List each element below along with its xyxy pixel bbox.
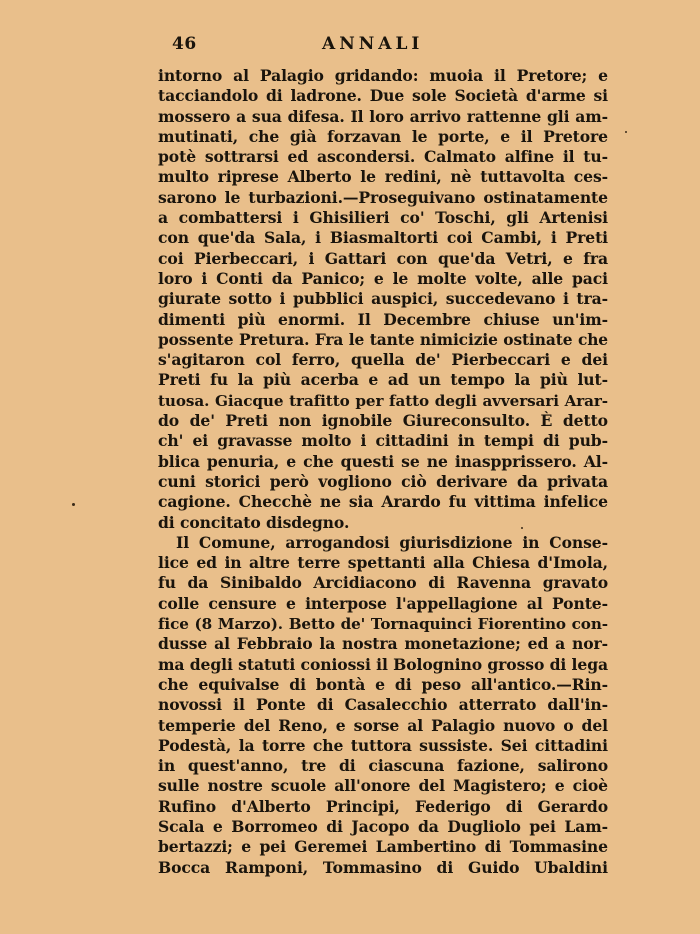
text-line: do de' Preti non ignobile Giureconsulto. È detto [158, 411, 608, 431]
text-line: Podestà, la torre che tuttora sussiste. Sei cittadini [158, 735, 608, 755]
running-head: ANNALI [322, 34, 424, 54]
text-line: Scala e Borromeo di Jacopo da Dugliolo pei Lam- [158, 816, 608, 836]
body-text [158, 66, 608, 878]
text-line: lice ed in altre terre spettanti alla Chiesa d'Imola, [158, 553, 608, 573]
paragraph-1 [158, 66, 608, 533]
text-line: Il Comune, arrogandosi giurisdizione in Conse- [176, 532, 608, 552]
text-line: fice (8 Marzo). Betto de' Tornaquinci Fiorentino con- [158, 615, 608, 634]
text-line: tacciandolo di ladrone. Due sole Società d'arme si [158, 86, 608, 106]
paper-speck [72, 503, 75, 506]
text-line: novossi il Ponte di Casalecchio atterrato dall'in- [158, 695, 608, 715]
page-header [172, 34, 472, 58]
text-line: tuosa. Giacque trafitto per fatto degli avversari Arar- [158, 391, 608, 410]
text-line: in quest'anno, tre di ciascuna fazione, salirono [158, 756, 608, 776]
text-line: potè sottrarsi ed ascondersi. Calmato alfine il tu- [158, 147, 608, 167]
text-line: di concitato disdegno. [158, 512, 350, 532]
page-number: 46 [172, 34, 197, 54]
text-line: colle censure e interpose l'appellagione al Ponte- [158, 593, 608, 613]
text-line: ma degli statuti coniossi il Bolognino grosso di lega [158, 654, 608, 674]
text-line: giurate sotto i pubblici auspici, succedevano i tra- [158, 289, 608, 309]
text-line: Rufino d'Alberto Principi, Federigo di Gerardo [158, 796, 608, 816]
text-line: bertazzi; e pei Geremei Lambertino di Tommasine [158, 837, 608, 857]
text-line: loro i Conti da Panico; e le molte volte, alle paci [158, 268, 608, 288]
text-line: sulle nostre scuole all'onore del Magistero; e cioè [158, 776, 608, 796]
paragraph-2 [158, 533, 608, 878]
text-line: possente Pretura. Fra le tante nimicizie ostinate che [158, 330, 608, 349]
text-line: s'agitaron col ferro, quella de' Pierbeccari e dei [158, 350, 608, 370]
text-line: dusse al Febbraio la nostra monetazione; ed a nor- [158, 634, 608, 654]
paper-speck [521, 527, 523, 529]
text-line: coi Pierbeccari, i Gattari con que'da Vetri, e fra [158, 248, 608, 268]
text-line: multo riprese Alberto le redini, nè tuttavolta ces- [158, 167, 608, 187]
text-line: con que'da Sala, i Biasmaltorti coi Cambi, i Preti [158, 228, 608, 248]
text-line: mossero a sua difesa. Il loro arrivo rattenne gli am- [158, 106, 608, 126]
text-line: che equivalse di bontà e di peso all'antico.—Rin- [158, 674, 608, 694]
text-line: a combattersi i Ghisilieri co' Toschi, gli Artenisi [158, 208, 608, 228]
text-line: cagione. Checchè ne sia Arardo fu vittima infelice [158, 492, 608, 512]
text-line: Bocca Ramponi, Tommasino di Guido Ubaldini [158, 857, 608, 877]
text-line: mutinati, che già forzavan le porte, e il Pretore [158, 126, 608, 146]
text-line: ch' ei gravasse molto i cittadini in tempi di pub- [158, 431, 608, 451]
text-line: dimenti più enormi. Il Decembre chiuse un'im- [158, 309, 608, 329]
text-line: Preti fu la più acerba e ad un tempo la più lut- [158, 370, 608, 390]
text-line: cuni storici però vogliono ciò derivare da privata [158, 471, 608, 491]
text-line: blica penuria, e che questi se ne inaspprissero. Al- [158, 451, 608, 471]
text-line: fu da Sinibaldo Arcidiacono di Ravenna gravato [158, 573, 608, 593]
text-line: sarono le turbazioni.—Proseguivano ostinatamente [158, 187, 608, 207]
text-line: intorno al Palagio gridando: muoia il Pretore; e [158, 66, 608, 85]
paper-speck [625, 131, 627, 133]
text-line: temperie del Reno, e sorse al Palagio nuovo o del [158, 715, 608, 735]
